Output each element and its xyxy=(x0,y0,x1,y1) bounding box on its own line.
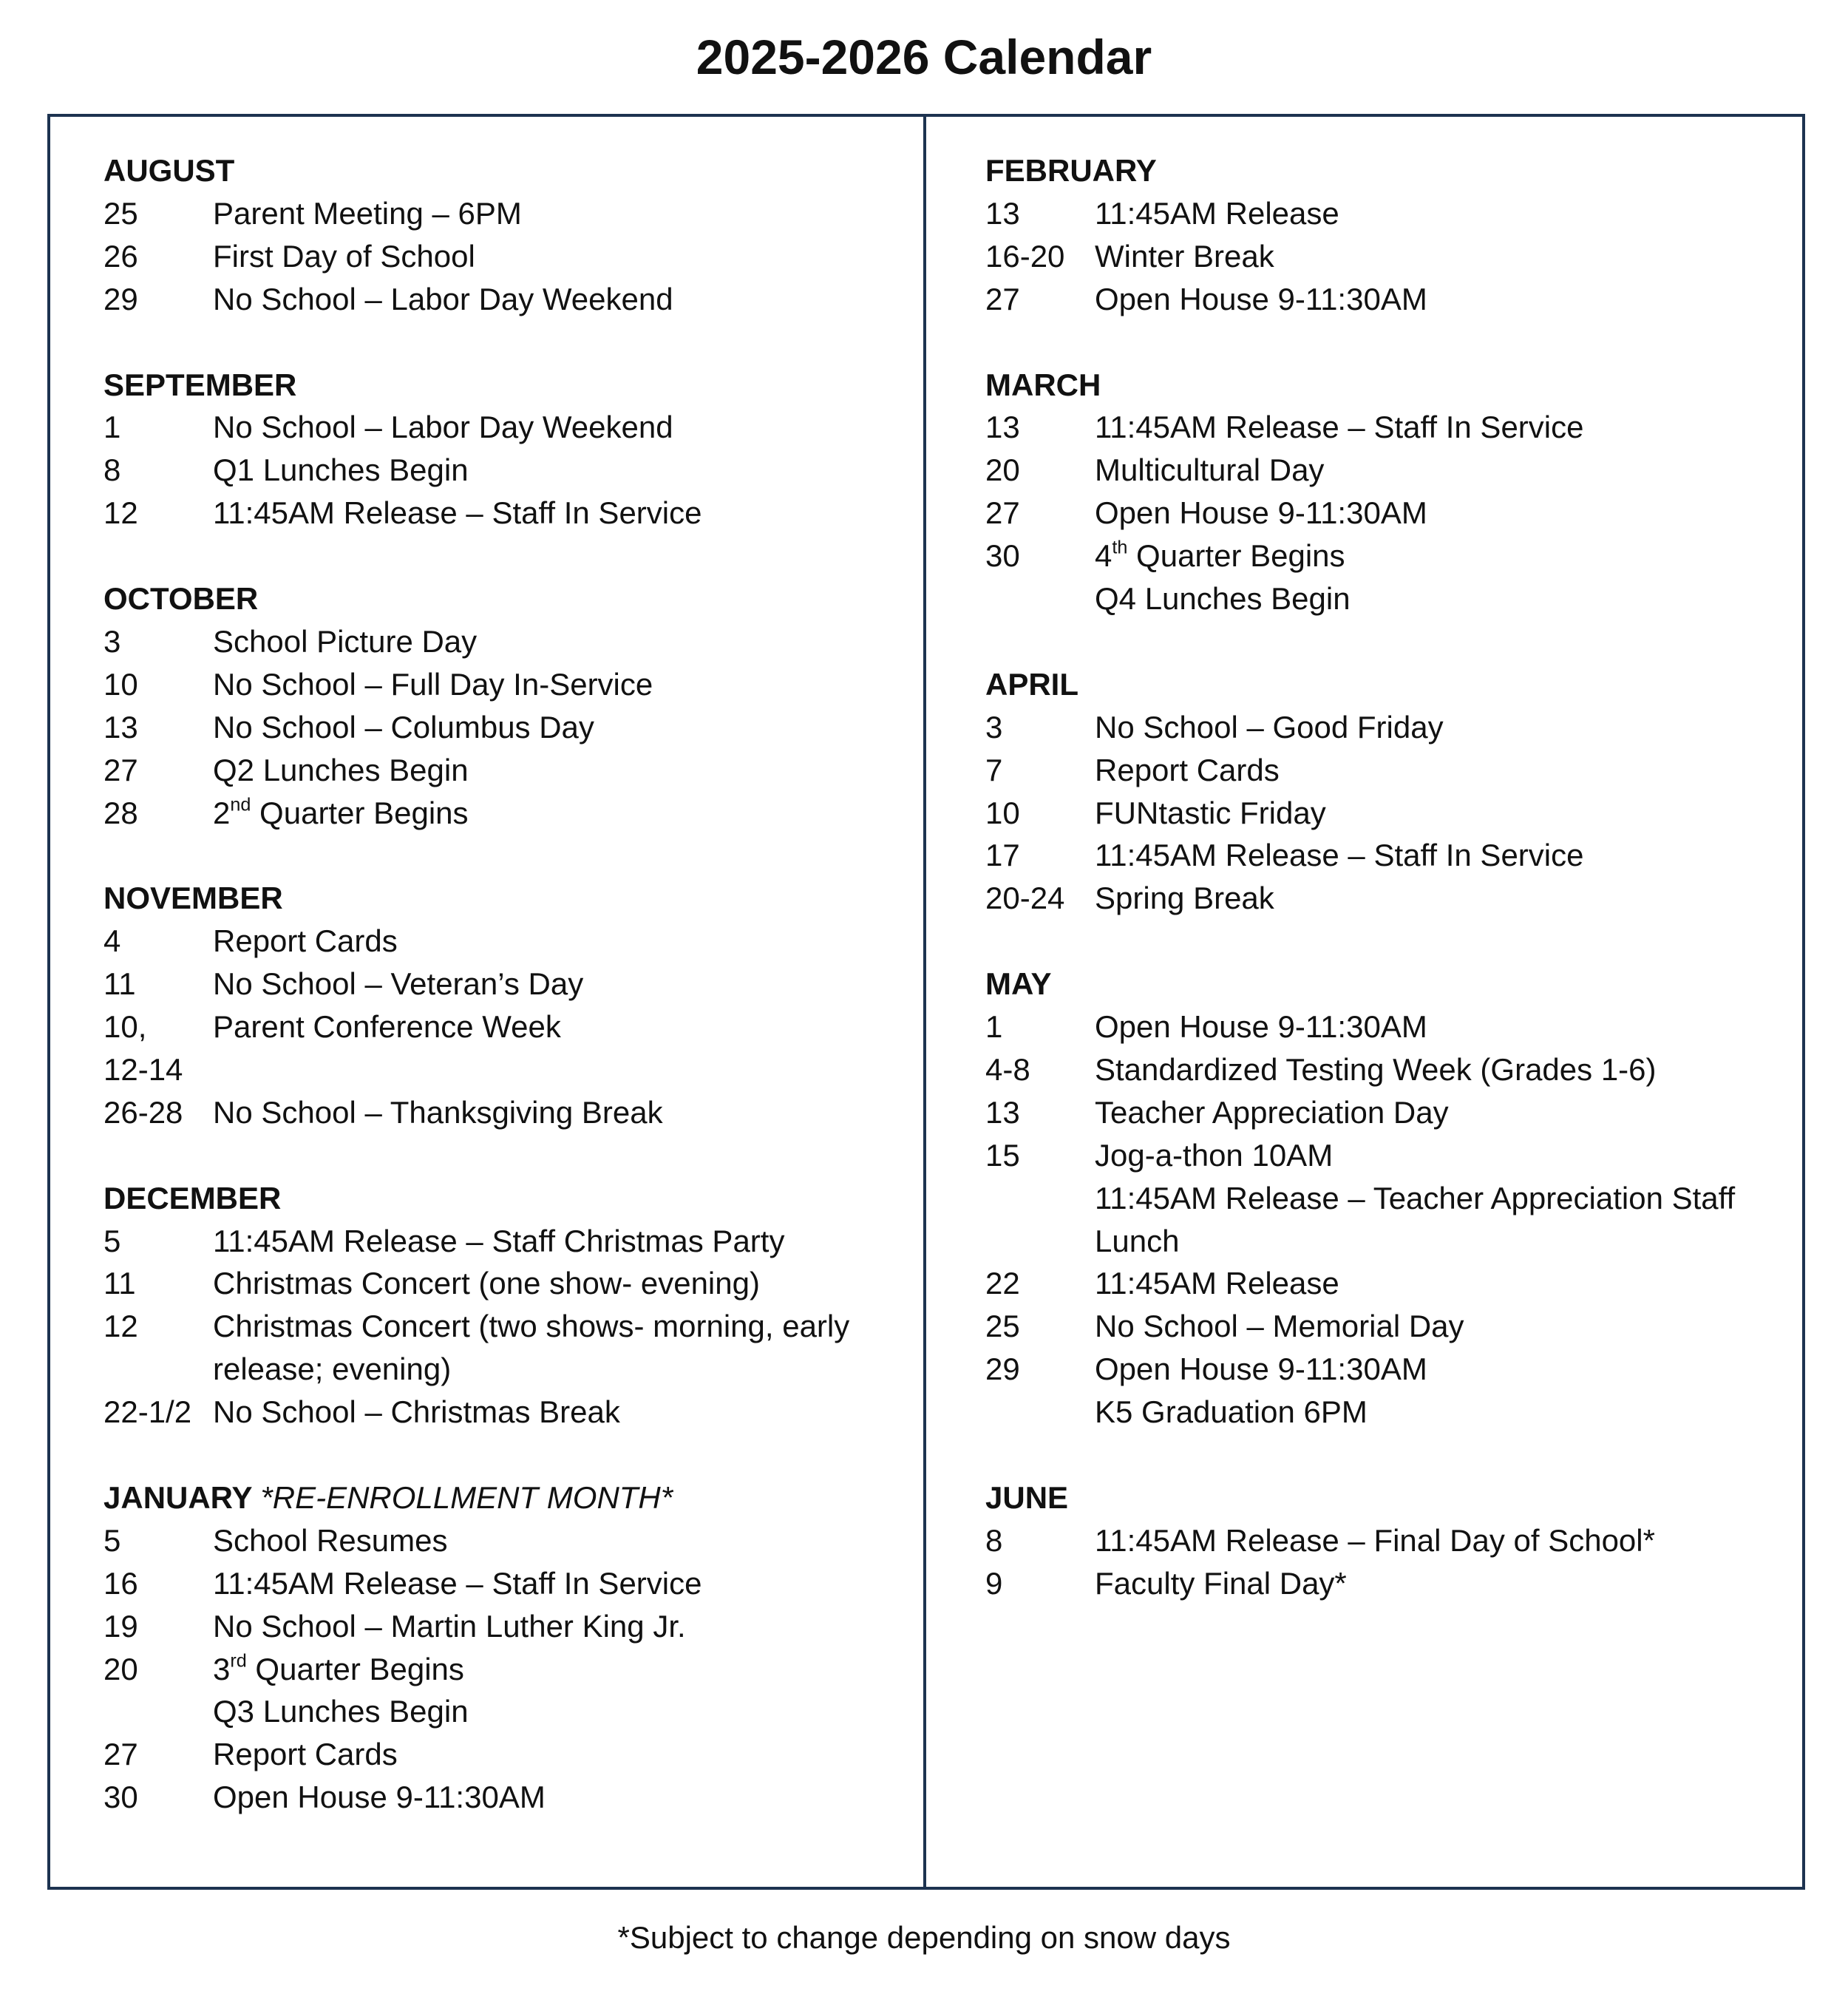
event-row xyxy=(985,492,1791,535)
event-row xyxy=(985,1305,1791,1348)
event-description xyxy=(213,1091,902,1134)
event-description xyxy=(213,1220,902,1263)
month-section xyxy=(103,877,902,1133)
event-row xyxy=(103,963,902,1006)
event-description xyxy=(1095,1519,1791,1562)
event-row xyxy=(103,1391,902,1434)
event-text: No School – Martin Luther King Jr. xyxy=(213,1608,686,1644)
event-description xyxy=(213,1605,902,1648)
event-text: Jog-a-thon 10AM xyxy=(1095,1137,1334,1173)
event-row xyxy=(985,792,1791,835)
event-description xyxy=(1095,1048,1791,1091)
month-section xyxy=(985,663,1791,920)
event-row xyxy=(103,620,902,663)
event-date: 20-24 xyxy=(985,881,1065,916)
event-date: 22 xyxy=(985,1266,1020,1301)
event-row xyxy=(103,1562,902,1605)
event-row xyxy=(103,749,902,792)
event-text: Q4 Lunches Begin xyxy=(1095,581,1351,617)
month-heading xyxy=(985,963,1791,1006)
event-row xyxy=(103,1262,902,1305)
event-date: 29 xyxy=(985,1352,1020,1387)
event-text: 11:45AM Release – Staff In Service xyxy=(213,495,702,531)
event-date: 10, xyxy=(103,1009,147,1045)
event-date: 12-14 xyxy=(103,1051,183,1087)
event-text: 11:45AM Release – Staff Christmas Party xyxy=(213,1223,785,1258)
event-date: 20 xyxy=(985,452,1020,488)
event-date: 1 xyxy=(103,410,121,445)
event-text: Spring Break xyxy=(1095,881,1274,916)
event-text: 4 xyxy=(1095,538,1112,574)
event-row xyxy=(103,706,902,749)
month-section xyxy=(985,1476,1791,1605)
event-text: Parent Conference Week xyxy=(213,1009,561,1045)
event-date: 8 xyxy=(103,452,121,488)
event-date: 20 xyxy=(103,1651,138,1686)
event-description xyxy=(213,749,902,792)
event-text: Open House 9-11:30AM xyxy=(1095,281,1427,316)
event-row xyxy=(103,1220,902,1263)
event-date: 29 xyxy=(103,281,138,316)
event-description xyxy=(213,406,902,449)
month-name: JANUARY xyxy=(103,1479,252,1515)
event-date: 12 xyxy=(103,1309,138,1344)
event-row xyxy=(103,1048,902,1091)
event-description xyxy=(213,1305,902,1391)
event-row xyxy=(103,1006,902,1048)
month-heading xyxy=(103,149,902,192)
event-row xyxy=(103,1091,902,1134)
event-text: No School – Veteran’s Day xyxy=(213,966,584,1002)
event-description xyxy=(213,1562,902,1605)
event-text: Report Cards xyxy=(213,923,398,959)
event-description xyxy=(1095,1391,1791,1434)
event-text: FUNtastic Friday xyxy=(1095,795,1326,830)
event-text: School Resumes xyxy=(213,1522,448,1558)
event-text: Open House 9-11:30AM xyxy=(1095,1009,1427,1045)
event-row xyxy=(985,877,1791,920)
event-description xyxy=(213,1391,902,1434)
event-row xyxy=(985,1006,1791,1048)
event-text: Standardized Testing Week (Grades 1-6) xyxy=(1095,1051,1657,1087)
event-description xyxy=(213,1519,902,1562)
month-section xyxy=(103,577,902,834)
event-date: 4 xyxy=(103,923,121,959)
event-text: Christmas Concert (two shows- morning, early release; evening) xyxy=(213,1309,850,1387)
event-row xyxy=(103,792,902,835)
footnote: *Subject to change depending on snow days xyxy=(617,1920,1231,1955)
event-row xyxy=(985,1134,1791,1177)
event-date: 25 xyxy=(103,195,138,231)
event-row xyxy=(103,1605,902,1648)
event-row xyxy=(985,235,1791,278)
event-text: Christmas Concert (one show- evening) xyxy=(213,1266,760,1301)
event-text: Teacher Appreciation Day xyxy=(1095,1094,1449,1130)
event-text: 11:45AM Release – Staff In Service xyxy=(1095,410,1584,445)
event-text: Open House 9-11:30AM xyxy=(213,1780,546,1815)
event-date: 27 xyxy=(103,752,138,787)
event-description xyxy=(1095,749,1791,792)
event-description xyxy=(1095,1348,1791,1391)
event-row xyxy=(103,1733,902,1776)
event-date: 5 xyxy=(103,1522,121,1558)
event-date: 4-8 xyxy=(985,1051,1030,1087)
event-text: Open House 9-11:30AM xyxy=(1095,495,1427,531)
event-description xyxy=(1095,792,1791,835)
event-text: Parent Meeting – 6PM xyxy=(213,195,522,231)
event-text: No School – Full Day In-Service xyxy=(213,666,653,702)
event-text: 11:45AM Release xyxy=(1095,195,1339,231)
event-description xyxy=(213,963,902,1006)
event-row xyxy=(985,278,1791,321)
event-description xyxy=(213,1262,902,1305)
event-description xyxy=(1095,406,1791,449)
event-row xyxy=(985,1391,1791,1434)
month-section xyxy=(985,149,1791,321)
event-text-rest: Quarter Begins xyxy=(1127,538,1345,574)
event-date: 13 xyxy=(985,1094,1020,1130)
month-section xyxy=(103,1177,902,1434)
event-text: 11:45AM Release xyxy=(1095,1266,1339,1301)
calendar-column-left xyxy=(103,149,902,1862)
event-text: 11:45AM Release – Final Day of School* xyxy=(1095,1522,1655,1558)
event-row xyxy=(985,406,1791,449)
event-row xyxy=(103,1305,902,1391)
event-date: 22-1/2 xyxy=(103,1394,192,1430)
event-text: First Day of School xyxy=(213,238,475,274)
event-text: K5 Graduation 6PM xyxy=(1095,1394,1368,1430)
event-row xyxy=(103,920,902,963)
event-description xyxy=(213,278,902,321)
event-row xyxy=(985,1562,1791,1605)
event-date: 5 xyxy=(103,1223,121,1258)
event-description xyxy=(1095,877,1791,920)
month-name: MARCH xyxy=(985,367,1101,402)
month-heading xyxy=(103,1177,902,1220)
event-date: 26 xyxy=(103,238,138,274)
event-date: 7 xyxy=(985,752,1003,787)
event-description xyxy=(213,1733,902,1776)
event-date: 13 xyxy=(103,709,138,745)
event-row xyxy=(985,1348,1791,1391)
event-row xyxy=(985,1519,1791,1562)
event-date: 9 xyxy=(985,1565,1003,1601)
event-description xyxy=(1095,577,1791,620)
event-date: 30 xyxy=(103,1780,138,1815)
event-date: 10 xyxy=(985,795,1020,830)
event-row xyxy=(103,406,902,449)
event-description xyxy=(1095,1006,1791,1048)
ordinal-suffix: nd xyxy=(230,793,251,815)
month-name: JUNE xyxy=(985,1479,1069,1515)
event-date: 26-28 xyxy=(103,1094,183,1130)
month-heading xyxy=(985,364,1791,407)
event-description xyxy=(213,620,902,663)
month-section xyxy=(985,364,1791,620)
event-text: Q1 Lunches Begin xyxy=(213,452,469,488)
event-row xyxy=(103,1648,902,1691)
event-row xyxy=(103,1776,902,1819)
event-date: 15 xyxy=(985,1137,1020,1173)
event-date: 27 xyxy=(985,495,1020,531)
event-date: 1 xyxy=(985,1009,1003,1045)
event-text: 11:45AM Release – Teacher Appreciation Staff Lunch xyxy=(1095,1180,1736,1258)
event-row xyxy=(103,663,902,706)
event-description xyxy=(213,235,902,278)
event-text: Q3 Lunches Begin xyxy=(213,1694,469,1729)
event-text: No School – Christmas Break xyxy=(213,1394,620,1430)
event-date: 25 xyxy=(985,1309,1020,1344)
month-name: NOVEMBER xyxy=(103,881,283,916)
event-date: 27 xyxy=(103,1737,138,1772)
event-date: 11 xyxy=(103,1266,136,1301)
event-text: No School – Memorial Day xyxy=(1095,1309,1464,1344)
event-description xyxy=(1095,492,1791,535)
event-description xyxy=(213,1690,902,1733)
month-name: DECEMBER xyxy=(103,1180,282,1215)
event-date: 3 xyxy=(985,709,1003,745)
month-heading xyxy=(103,364,902,407)
month-section xyxy=(103,1476,902,1819)
event-row xyxy=(985,834,1791,877)
month-heading xyxy=(985,663,1791,706)
event-description xyxy=(1095,1262,1791,1305)
event-date: 30 xyxy=(985,538,1020,574)
event-date: 13 xyxy=(985,410,1020,445)
event-date: 13 xyxy=(985,195,1020,231)
month-section xyxy=(103,149,902,321)
month-heading xyxy=(103,877,902,920)
month-name: APRIL xyxy=(985,666,1078,702)
month-note: *RE-ENROLLMENT MONTH* xyxy=(260,1479,673,1515)
event-row xyxy=(985,1048,1791,1091)
event-description xyxy=(1095,1305,1791,1348)
event-text: School Picture Day xyxy=(213,623,478,659)
event-row xyxy=(103,1519,902,1562)
event-date: 12 xyxy=(103,495,138,531)
event-text: Report Cards xyxy=(1095,752,1280,787)
event-description xyxy=(1095,1134,1791,1177)
event-description xyxy=(213,792,902,835)
event-text: 11:45AM Release – Staff In Service xyxy=(213,1565,702,1601)
event-date: 3 xyxy=(103,623,121,659)
event-description xyxy=(1095,235,1791,278)
event-description xyxy=(1095,706,1791,749)
month-section xyxy=(985,963,1791,1434)
month-name: MAY xyxy=(985,966,1052,1002)
event-description xyxy=(1095,1562,1791,1605)
event-text: 2 xyxy=(213,795,231,830)
event-date: 11 xyxy=(103,966,136,1002)
event-text: Winter Break xyxy=(1095,238,1274,274)
event-row xyxy=(985,1177,1791,1263)
event-description xyxy=(1095,1177,1791,1263)
event-description xyxy=(1095,192,1791,235)
event-description xyxy=(1095,449,1791,492)
event-text: Report Cards xyxy=(213,1737,398,1772)
month-name: AUGUST xyxy=(103,153,235,188)
event-date: 27 xyxy=(985,281,1020,316)
event-date: 16 xyxy=(103,1565,138,1601)
month-name: SEPTEMBER xyxy=(103,367,297,402)
event-description xyxy=(213,192,902,235)
event-row xyxy=(103,192,902,235)
event-row xyxy=(985,1262,1791,1305)
event-row xyxy=(103,278,902,321)
month-name: FEBRUARY xyxy=(985,153,1157,188)
month-heading xyxy=(103,577,902,620)
event-description xyxy=(1095,535,1791,577)
event-text: No School – Labor Day Weekend xyxy=(213,281,673,316)
event-date: 19 xyxy=(103,1608,138,1644)
column-divider xyxy=(923,114,926,1890)
event-row xyxy=(985,192,1791,235)
event-row xyxy=(985,749,1791,792)
event-row xyxy=(985,1091,1791,1134)
event-row xyxy=(103,1690,902,1733)
event-row xyxy=(103,235,902,278)
event-description xyxy=(213,1648,902,1691)
event-text: Q2 Lunches Begin xyxy=(213,752,469,787)
event-date: 10 xyxy=(103,666,138,702)
event-description xyxy=(213,449,902,492)
event-date: 8 xyxy=(985,1522,1003,1558)
event-row xyxy=(985,449,1791,492)
event-text: Open House 9-11:30AM xyxy=(1095,1352,1427,1387)
month-heading xyxy=(103,1476,902,1519)
event-text-rest: Quarter Begins xyxy=(246,1651,464,1686)
event-date: 28 xyxy=(103,795,138,830)
event-text: Faculty Final Day* xyxy=(1095,1565,1347,1601)
event-row xyxy=(985,577,1791,620)
event-text: No School – Thanksgiving Break xyxy=(213,1094,663,1130)
event-description xyxy=(213,1776,902,1819)
month-section xyxy=(103,364,902,535)
month-name: OCTOBER xyxy=(103,581,259,616)
event-description xyxy=(1095,834,1791,877)
event-text: No School – Columbus Day xyxy=(213,709,594,745)
event-description xyxy=(213,492,902,535)
event-description xyxy=(213,1006,902,1048)
event-description xyxy=(213,663,902,706)
event-description xyxy=(213,706,902,749)
month-heading xyxy=(985,149,1791,192)
event-row xyxy=(103,449,902,492)
event-text: No School – Labor Day Weekend xyxy=(213,410,673,445)
event-text: Multicultural Day xyxy=(1095,452,1325,488)
ordinal-suffix: th xyxy=(1112,537,1128,558)
page-title: 2025-2026 Calendar xyxy=(696,30,1152,84)
month-heading xyxy=(985,1476,1791,1519)
event-text: No School – Good Friday xyxy=(1095,709,1444,745)
event-row xyxy=(985,706,1791,749)
event-text-rest: Quarter Begins xyxy=(251,795,469,830)
calendar-column-right xyxy=(985,149,1791,1648)
event-description xyxy=(1095,278,1791,321)
event-text: 11:45AM Release – Staff In Service xyxy=(1095,838,1584,873)
event-description xyxy=(1095,1091,1791,1134)
event-text: 3 xyxy=(213,1651,231,1686)
event-row xyxy=(985,535,1791,577)
ordinal-suffix: rd xyxy=(230,1649,247,1671)
event-row xyxy=(103,492,902,535)
event-date: 17 xyxy=(985,838,1020,873)
event-date: 16-20 xyxy=(985,238,1065,274)
event-description xyxy=(213,920,902,963)
